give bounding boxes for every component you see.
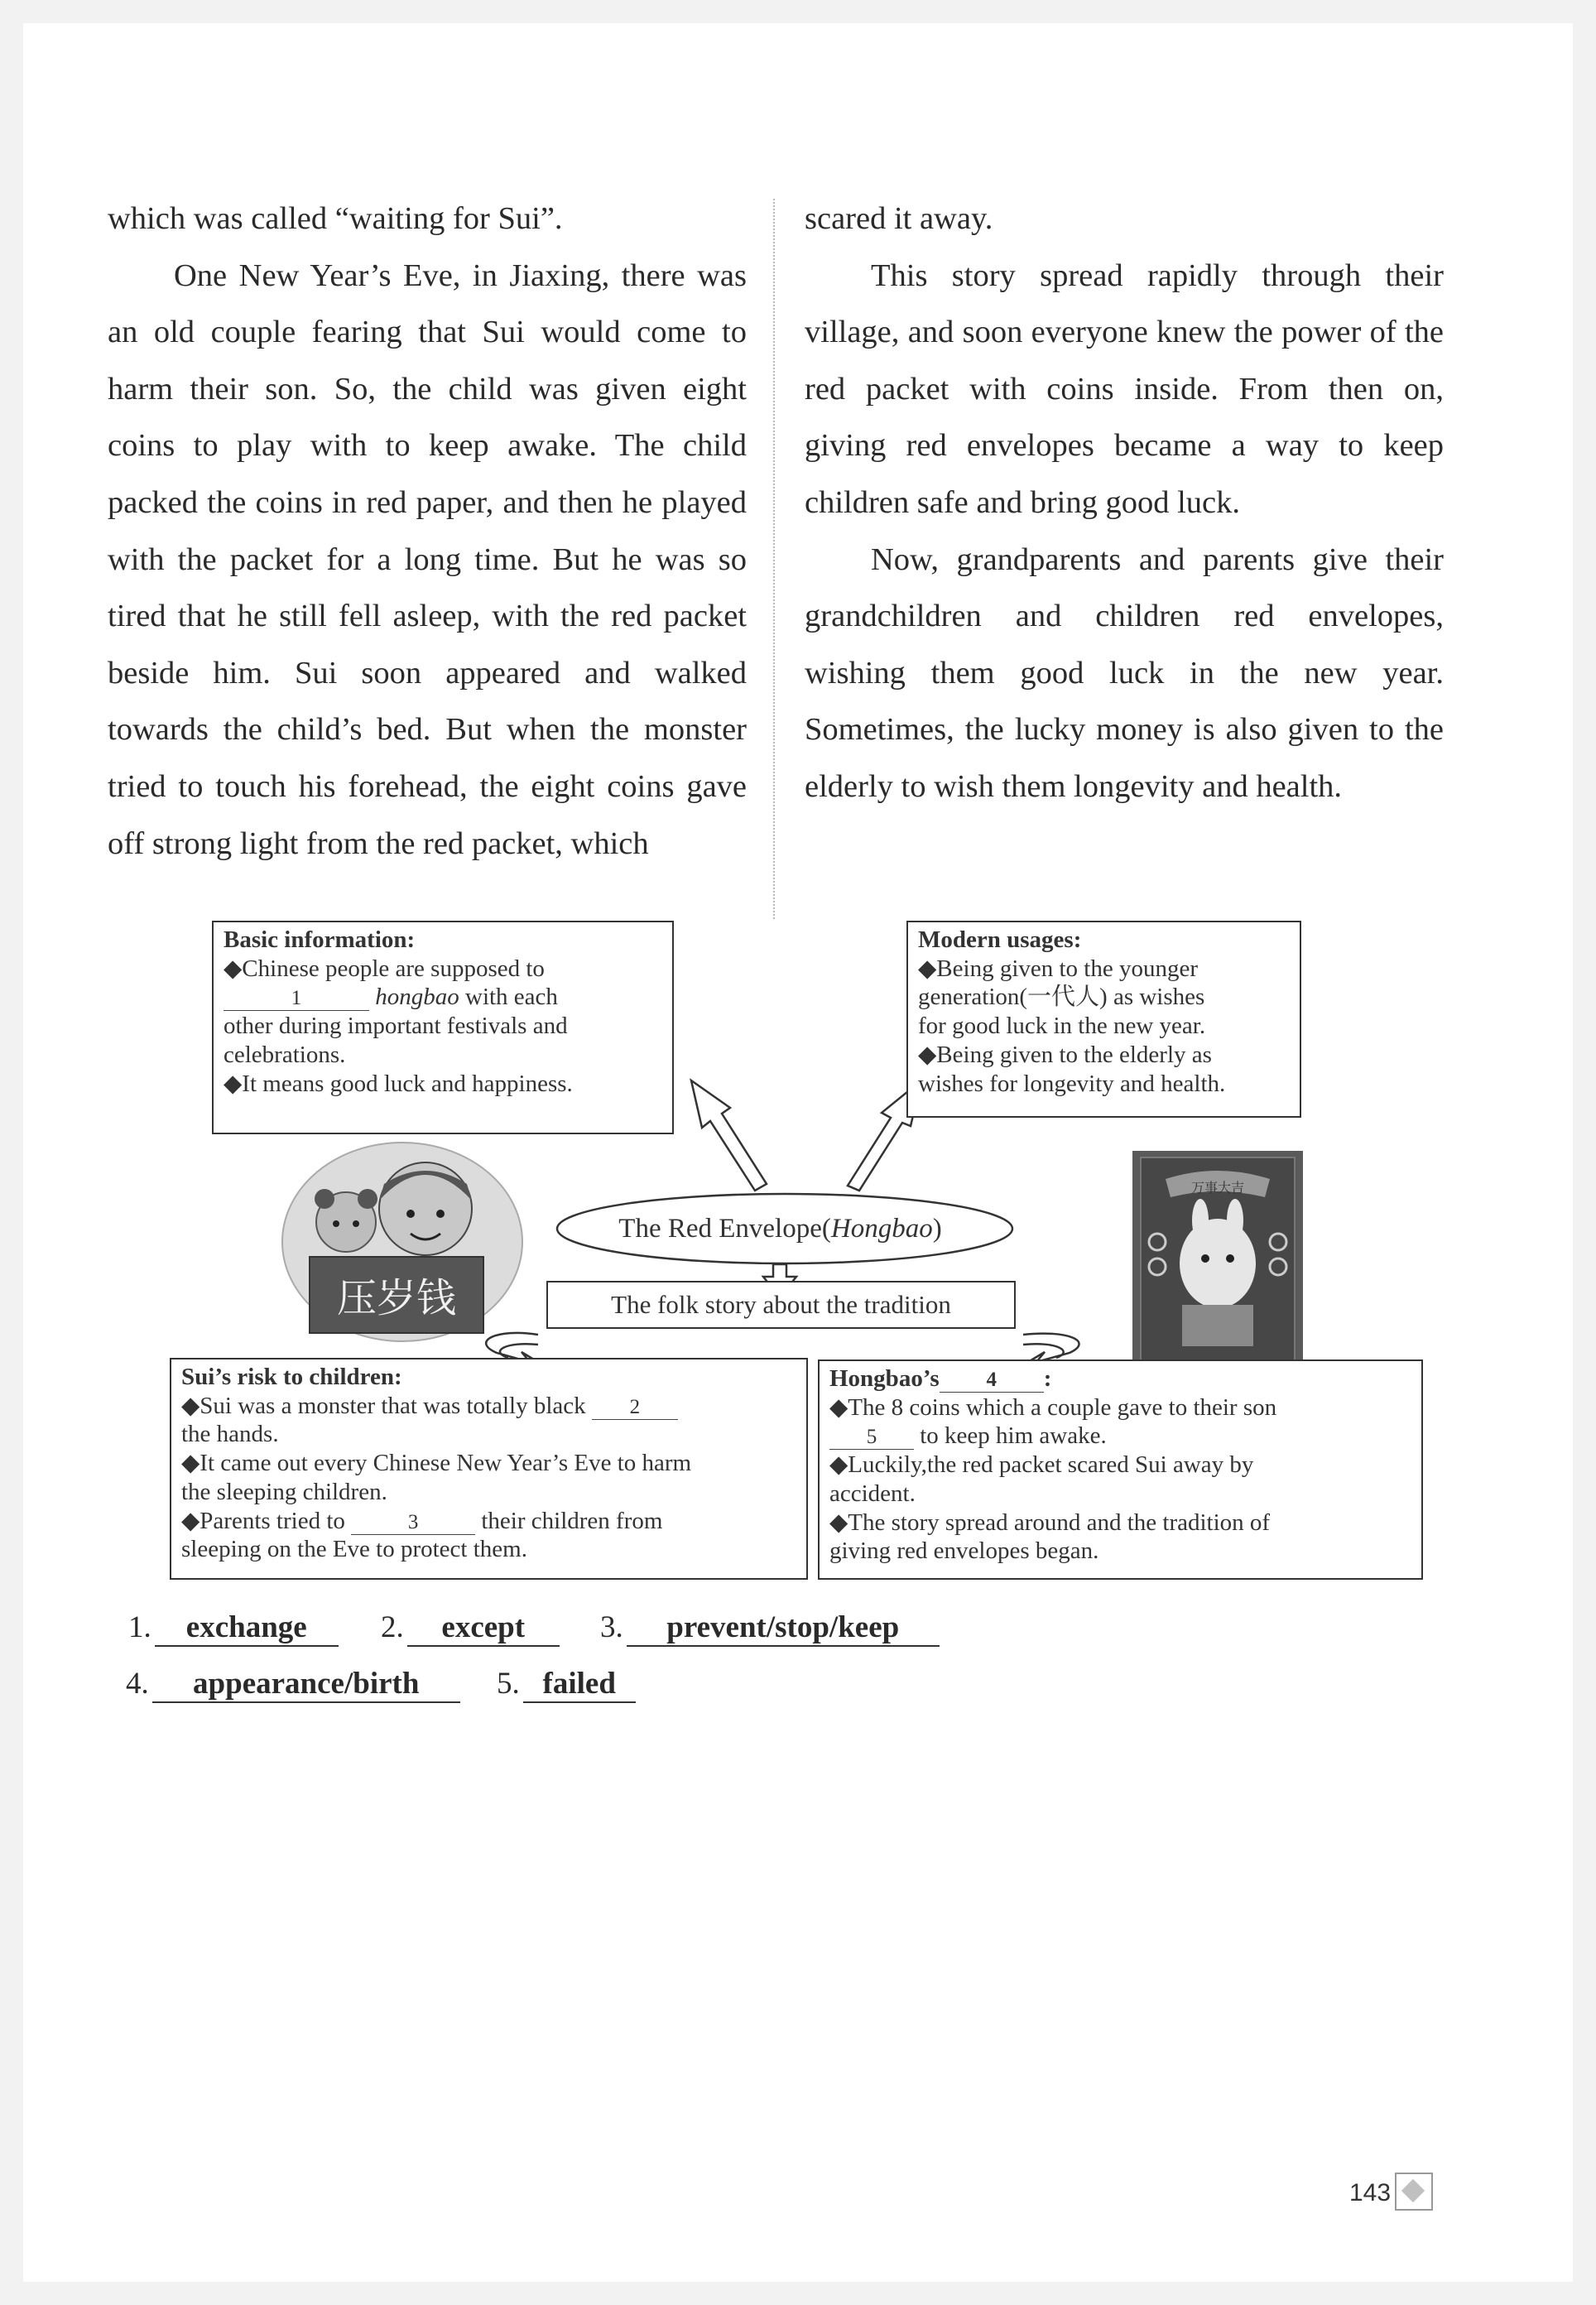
blank-4[interactable]: 4 — [940, 1369, 1044, 1393]
center-label-italic: Hongbao — [830, 1214, 933, 1244]
sui-risk-box — [170, 1358, 808, 1580]
story-paragraph: which was called “waiting for Sui”. — [108, 201, 563, 236]
box-line: ◆Being given to the elderly as — [918, 1041, 1212, 1068]
blank-5[interactable]: 5 — [829, 1426, 914, 1450]
box-line: ◆It came out every Chinese New Year’s Eve to harm — [181, 1450, 692, 1477]
answer-1: 1. exchange — [128, 1610, 339, 1647]
box-line: ◆It means good luck and happiness. — [224, 1070, 573, 1097]
answer-4: 4. appearance/birth — [126, 1666, 460, 1703]
box-line: for good luck in the new year. — [918, 1013, 1206, 1040]
blank-3[interactable]: 3 — [351, 1511, 475, 1535]
box-line: sleeping on the Eve to protect them. — [181, 1536, 527, 1563]
story-paragraph: scared it away. — [805, 201, 993, 236]
blank-2[interactable]: 2 — [592, 1396, 678, 1420]
box-line: ◆Luckily,the red packet scared Sui away by — [829, 1451, 1254, 1479]
center-label-end: ) — [932, 1214, 942, 1244]
box-line: ◆The story spread around and the tradition of — [829, 1509, 1271, 1536]
box-line: ◆Chinese people are supposed to — [224, 955, 545, 982]
box-title: Modern usages: — [918, 926, 1082, 953]
box-title: Basic information: — [224, 926, 416, 953]
folk-story-box: The folk story about the tradition — [546, 1281, 1016, 1329]
box-line: the hands. — [181, 1421, 279, 1448]
kids-sign-text: 压岁钱 — [336, 1275, 457, 1321]
box-line: generation(一代人) as wishes — [918, 984, 1205, 1011]
story-paragraph: One New Year’s Eve, in Jiaxing, there was an old couple fearing that Sui would come to harm their son. So, the child was given eight coins to play with to keep awake. The child packed the coins in red paper, and then he played with the packet for a long time. But he was so tired that he still fell asleep, with the red packet beside him. Sui soon appeared and walked towards the child’s bed. But when the monster tried to touch his forehead, the eight coins gave off strong light from the red packet, which — [108, 257, 747, 861]
box-line: wishes for longevity and health. — [918, 1070, 1226, 1097]
box-line: accident. — [829, 1480, 916, 1507]
modern-usages-box — [906, 921, 1301, 1118]
box-line: the sleeping children. — [181, 1478, 387, 1505]
answer-2: 2. except — [381, 1610, 560, 1647]
box-line: ◆The 8 coins which a couple gave to their son — [829, 1393, 1277, 1421]
kids-illustration — [278, 1141, 526, 1348]
box-line: 1 hongbao with each — [224, 983, 662, 1012]
box-title: Hongbao’s 4 : — [829, 1365, 1052, 1392]
center-label-text: The Red Envelope( — [618, 1214, 831, 1244]
story-paragraph: This story spread rapidly through their village, and soon everyone knew the power of the red packet with coins inside. From then on, giving red envelopes became a way to keep children safe and bring good luck. — [805, 257, 1444, 520]
box-line: ◆Being given to the younger — [918, 955, 1199, 982]
center-topic-label — [555, 1199, 1006, 1258]
story-paragraph: Now, grandparents and parents give their grandchildren and children red envelopes, wishing them good luck in the new year. Sometimes, the lucky money is also given to the elderly to wish them longevity and health. — [805, 541, 1444, 804]
red-envelope-illustration — [1132, 1151, 1303, 1369]
box-line: giving red envelopes began. — [829, 1537, 1099, 1565]
diamond-icon — [1395, 2173, 1433, 2211]
box-title: Sui’s risk to children: — [181, 1364, 402, 1390]
envelope-banner-text: 万事大吉 — [1190, 1180, 1245, 1196]
box-line: celebrations. — [224, 1041, 346, 1068]
box-line: ◆Sui was a monster that was totally black 2 — [181, 1392, 796, 1421]
box-line: 5 to keep him awake. — [829, 1422, 1411, 1451]
box-line: ◆Parents tried to 3 their children from — [181, 1507, 663, 1534]
blank-1[interactable]: 1 — [224, 987, 369, 1011]
answer-5: 5. failed — [497, 1666, 636, 1703]
arrow-up-left-icon — [691, 1080, 767, 1191]
page-number: 143 — [1349, 2179, 1392, 2206]
answer-3: 3. prevent/stop/keep — [600, 1610, 940, 1647]
basic-information-box — [212, 921, 674, 1134]
box-line: other during important festivals and — [224, 1013, 568, 1040]
hongbao-box — [818, 1359, 1423, 1580]
